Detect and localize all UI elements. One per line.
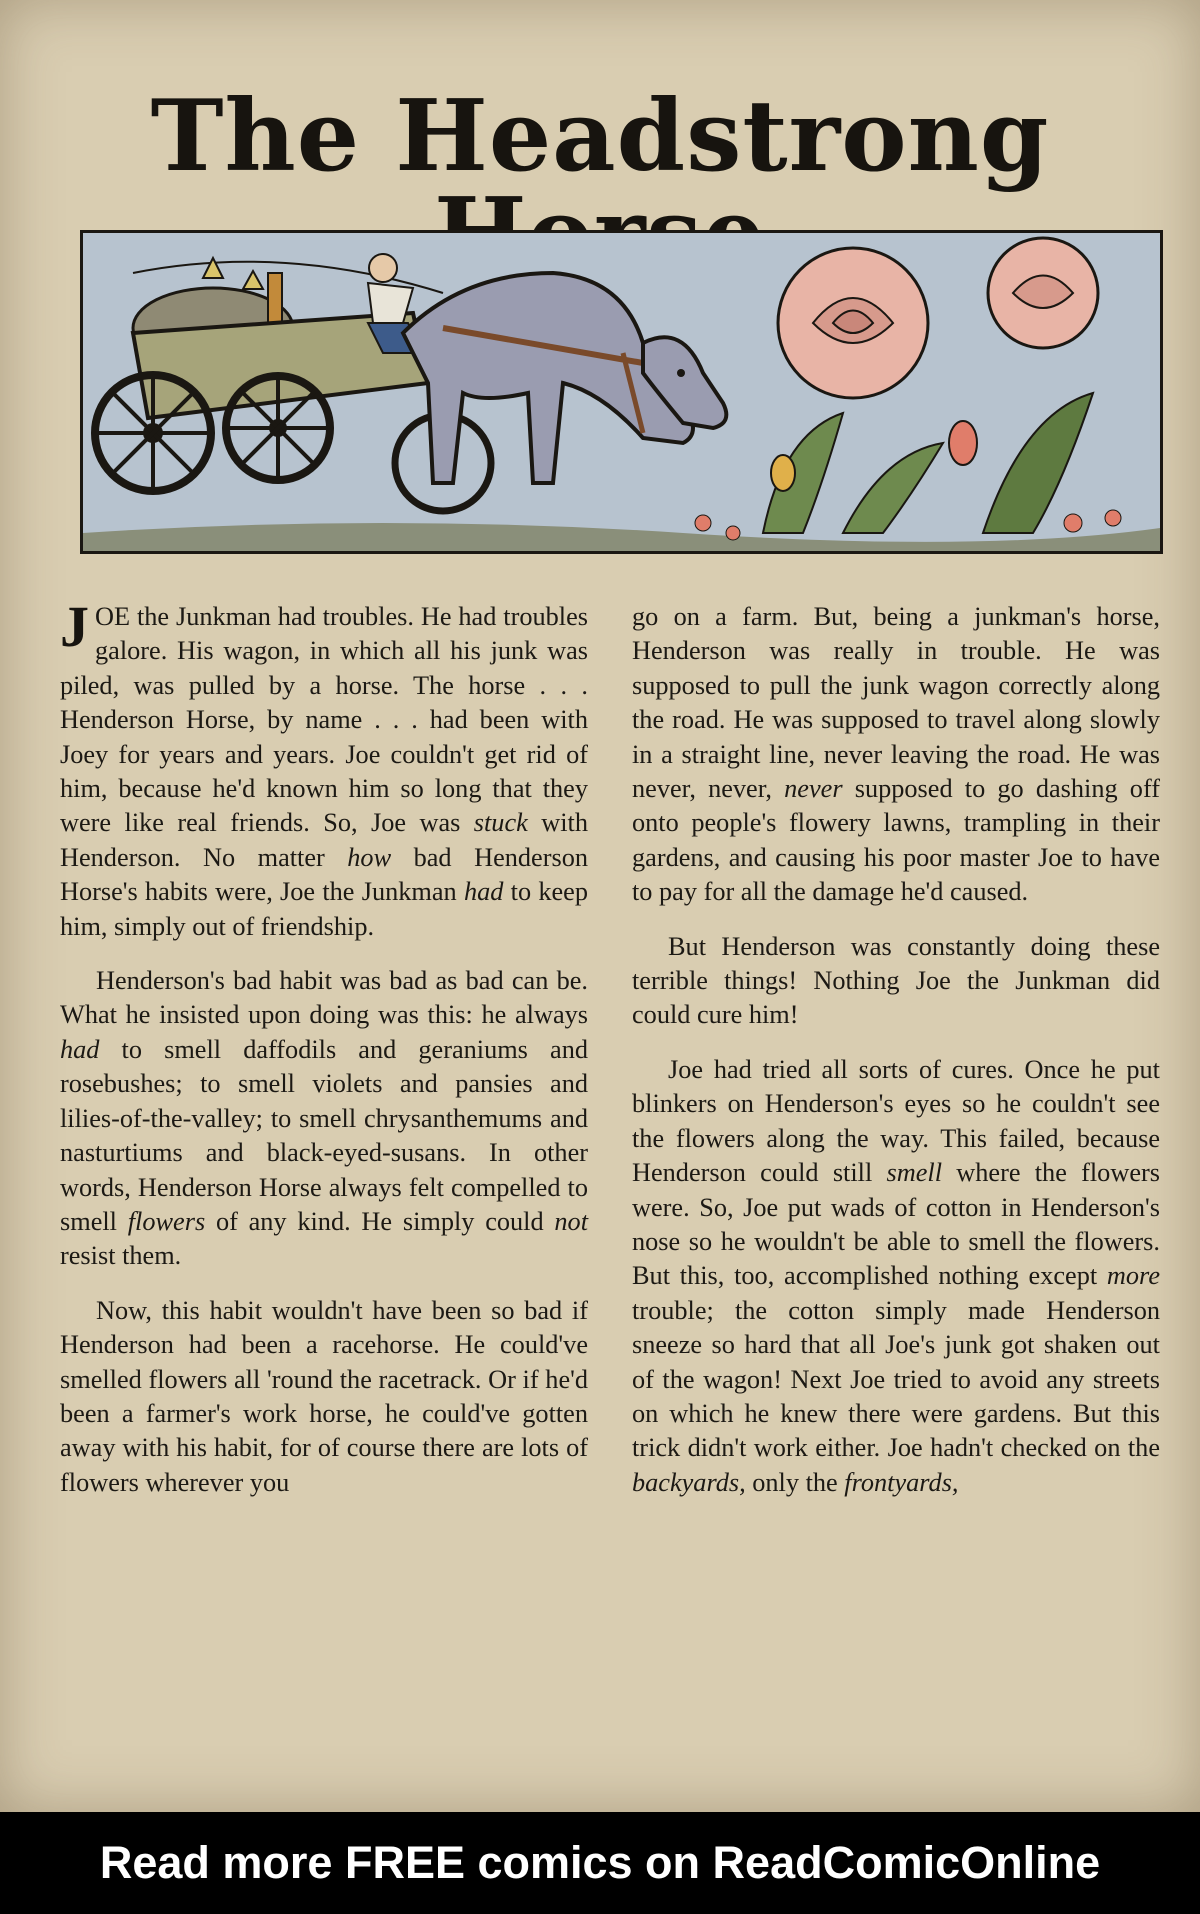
story-text: where the flowers were. So, Joe put wads of cotton in Henderson's nose so he wouldn't be able to smell the flowers. But this, too, accomplished nothing except [632, 1158, 1160, 1291]
emphasis-text: backyards, [632, 1467, 746, 1497]
emphasis-text: smell [886, 1158, 943, 1188]
story-text: trouble; the cotton simply made Henderson sneeze so hard that all Joe's junk got shaken out of the wagon! Next Joe tried to avoid any streets on which he knew there were gardens. But this trick didn't work either. Joe hadn't checked on the [632, 1295, 1160, 1463]
emphasis-text: how [347, 842, 392, 872]
story-column-right [632, 600, 1160, 1520]
story-column-left [60, 594, 588, 1520]
story-text: Now, this habit wouldn't have been so bad if Henderson had been a racehorse. He could've smelled flowers all 'round the racetrack. Or if he'd been a farmer's work horse, he could've gotten away with his habit, for of course there are lots of flowers wherever you [60, 1295, 588, 1497]
emphasis-text: had [60, 1034, 100, 1064]
story-text: go on a farm. But, being a junkman's horse, Henderson was really in trouble. He was supposed to pull the junk wagon correctly along the road. He was supposed to travel along slowly in a straight line, never leaving the road. He was never, never, [632, 602, 1160, 804]
story-paragraph [632, 600, 1160, 910]
emphasis-text: more [1106, 1261, 1160, 1291]
story-paragraph [60, 964, 588, 1274]
emphasis-text: not [554, 1206, 588, 1236]
story-paragraph [60, 594, 588, 944]
promo-banner[interactable]: Read more FREE comics on ReadComicOnline [0, 1812, 1200, 1914]
emphasis-text: frontyards, [844, 1467, 959, 1497]
story-text: only the [745, 1467, 845, 1497]
emphasis-text: had [463, 877, 504, 907]
story-text: supposed to go dashing off onto people's flowery lawns, trampling in their gardens, and causing his poor master Joe to have to pay for all the damage he'd caused. [632, 774, 1160, 907]
story-text: bad Henderson Horse's habits were, Joe the Junkman [60, 842, 588, 907]
story-paragraph [632, 930, 1160, 1033]
story-illustration [80, 230, 1163, 554]
story-text: Joe had tried all sorts of cures. Once he put blinkers on Henderson's eyes so he couldn't see the flowers along the way. This failed, because Henderson could still [632, 1054, 1160, 1188]
story-text: But Henderson was constantly doing these terrible things! Nothing Joe the Junkman did could cure him! [632, 931, 1160, 1030]
story-paragraph [60, 1294, 588, 1500]
junk-wagon-horse-roses-icon [83, 233, 1160, 551]
story-text: Henderson's bad habit was bad as bad can be. What he insisted upon doing was this: he always [60, 966, 588, 1030]
story-text: with Henderson. No matter [60, 808, 588, 872]
emphasis-text: never [784, 774, 843, 804]
emphasis-text: stuck [473, 808, 528, 838]
story-text: to smell daffodils and geraniums and rosebushes; to smell violets and pansies and lilies-of-the-valley; to smell chrysanthemums and nasturtiums and black-eyed-susans. In other words, Henderson Horse always felt compelled to smell [60, 1034, 588, 1236]
story-text: OE the Junkman had troubles. He had troubles galore. His wagon, in which all his junk was piled, was pulled by a horse. The horse . . . Henderson Horse, by name . . . had been with Joey for years and years. Joe couldn't get rid of him, because he'd known him so long that they were like real friends. So, Joe was [60, 602, 588, 838]
story-text: resist them. [60, 1241, 182, 1271]
story-text: to keep him, simply out of friendship. [60, 877, 588, 941]
story-text: of any kind. He simply could [205, 1206, 555, 1236]
story-title: The Headstrong [150, 79, 1050, 194]
drop-cap: J [60, 594, 89, 659]
emphasis-text: flowers [127, 1206, 206, 1236]
story-paragraph [632, 1053, 1160, 1500]
